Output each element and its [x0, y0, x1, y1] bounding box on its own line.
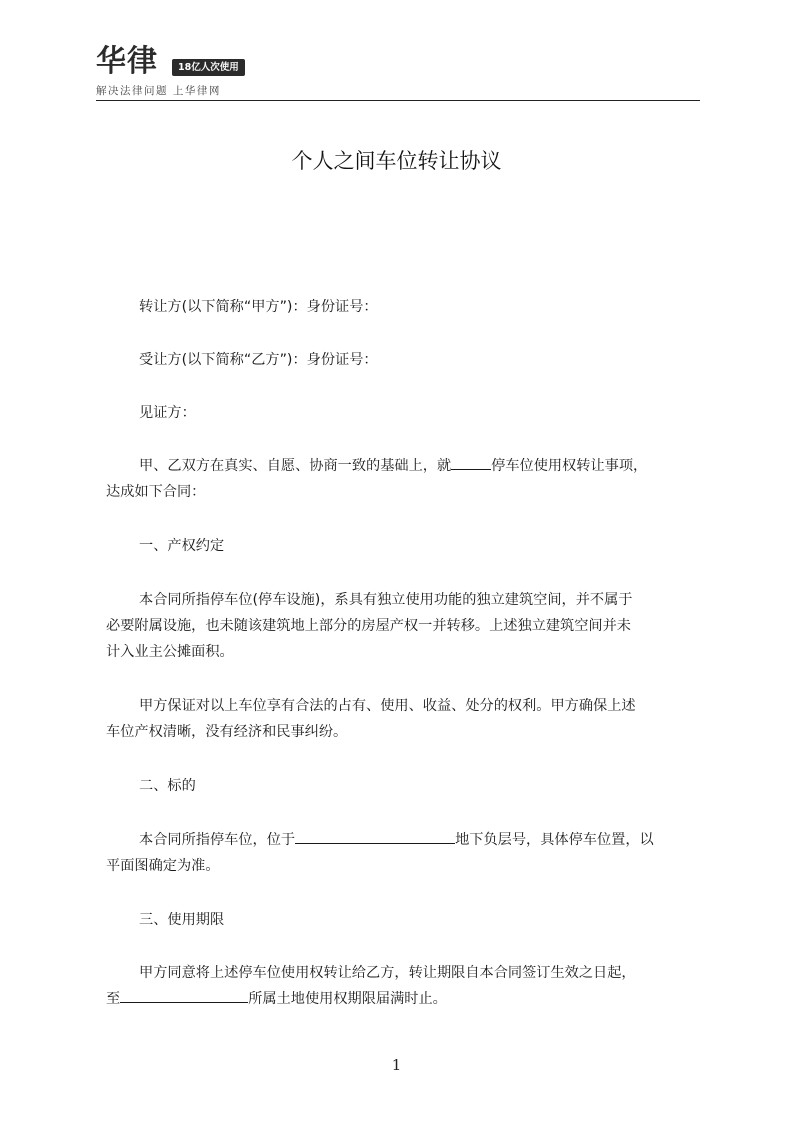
page-number: 1 — [391, 1056, 402, 1074]
section3-prefix: 至 — [106, 991, 121, 1007]
section3-line-1: 甲方同意将上述停车位使用权转让给乙方，转让期限自本合同签订生效之日起， — [139, 965, 636, 981]
document-title: 个人之间车位转让协议 — [291, 149, 502, 173]
section2-line-1 — [106, 827, 702, 853]
section3-line-2 — [106, 986, 702, 1012]
section1-p1-line-2: 必要附属设施，也未随该建筑地上部分的房屋产权一并转移。上述独立建筑空间并未 — [106, 618, 631, 634]
section3-heading-text: 三、使用期限 — [139, 912, 225, 928]
section1-paragraph-1 — [106, 587, 702, 665]
intro-line-2: 达成如下合同： — [106, 484, 206, 500]
transferor-line — [106, 294, 702, 320]
page-header — [96, 44, 700, 102]
intro-text-after-blank: 停车位使用权转让事项， — [491, 458, 648, 474]
section1-paragraph-2 — [106, 693, 702, 745]
section2-text-after-blank: 地下负层号，具体停车位置，以 — [455, 832, 654, 848]
section1-heading-text: 一、产权约定 — [139, 538, 225, 554]
transferee-line — [106, 347, 702, 373]
transferor-text: 转让方(以下简称“甲方”)：身份证号： — [139, 299, 378, 315]
section1-heading — [106, 533, 702, 559]
intro-paragraph — [106, 453, 702, 505]
section1-p2-line-1: 甲方保证对以上车位享有合法的占有、使用、收益、处分的权利。甲方确保上述 — [139, 698, 636, 714]
brand-logo: 华律 — [96, 44, 158, 79]
parking-location-blank — [295, 827, 455, 844]
end-date-blank — [120, 986, 248, 1003]
section1-p2-line-2: 车位产权清晰，没有经济和民事纠纷。 — [106, 724, 348, 740]
section2-line-2: 平面图确定为准。 — [106, 858, 220, 874]
section2-heading — [106, 773, 702, 799]
section2-paragraph — [106, 827, 702, 879]
section3-heading — [106, 907, 702, 933]
witness-line — [106, 400, 702, 426]
location-blank — [451, 453, 491, 470]
section3-text-after-blank: 所属土地使用权期限届满时止。 — [248, 991, 447, 1007]
intro-text-before-blank: 甲、乙双方在真实、自愿、协商一致的基础上，就 — [139, 458, 452, 474]
brand-badge: 18亿人次使用 — [172, 59, 245, 76]
section1-p1-line-1: 本合同所指停车位(停车设施)，系具有独立使用功能的独立建筑空间，并不属于 — [139, 592, 633, 608]
section1-p1-line-3: 计入业主公摊面积。 — [106, 644, 234, 660]
section3-paragraph — [106, 960, 702, 1012]
section2-heading-text: 二、标的 — [139, 778, 196, 794]
intro-line-1 — [106, 453, 702, 479]
transferee-text: 受让方(以下简称“乙方”)：身份证号： — [139, 352, 378, 368]
header-divider — [96, 100, 700, 101]
brand-slogan: 解决法律问题 上华律网 — [96, 85, 221, 97]
section2-text-before-blank: 本合同所指停车位，位于 — [139, 832, 296, 848]
witness-text: 见证方： — [139, 405, 196, 421]
